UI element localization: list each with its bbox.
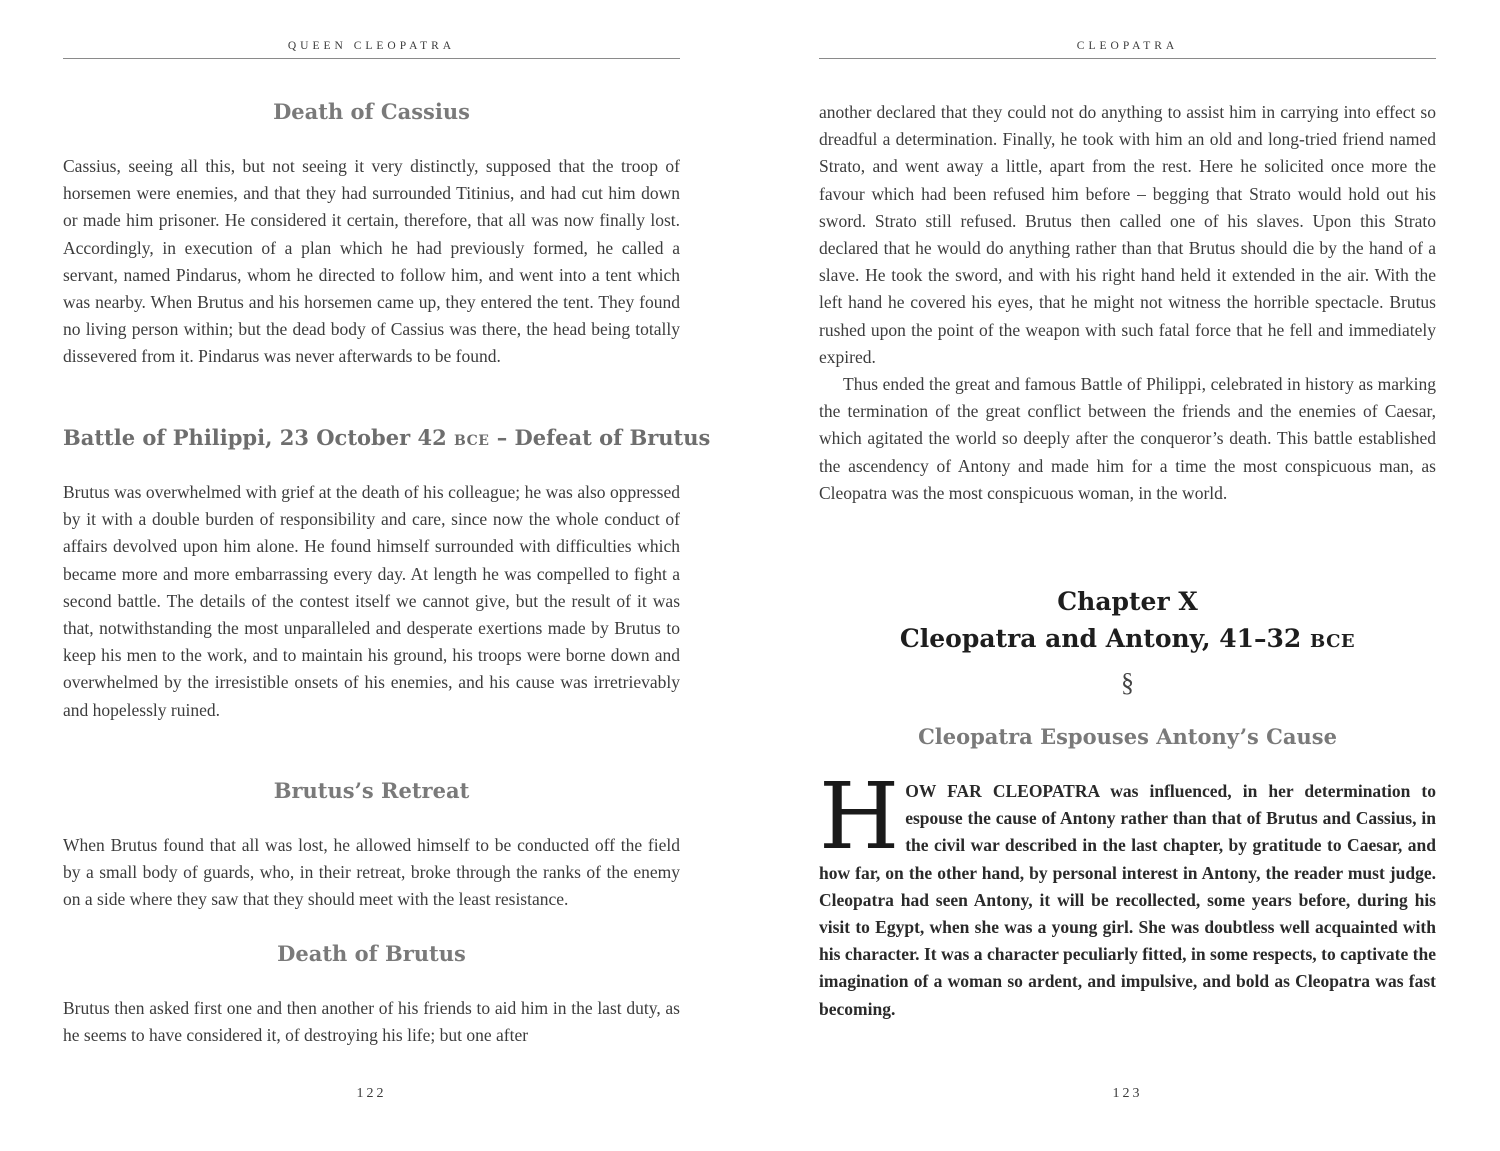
heading-text: Battle of Philippi, 23 October 42 [63,425,454,450]
header-rule [63,58,680,59]
running-head: CLEOPATRA [1076,40,1179,52]
paragraph: Thus ended the great and famous Battle of Philippi, celebrated in history as marking the termination of the great conflict between the friends and the enemies of Caesar, which agitated the world so deeply after the conqueror’s death. This battle established the ascendency of Antony and made him for a time the most conspicuous man, as Cleopatra was the most conspicuous woman, in the world. [819,374,1436,503]
chapter-title [819,620,1436,660]
left-page [63,0,711,1151]
continued-text [819,99,1436,507]
running-head: QUEEN CLEOPATRA [287,40,456,52]
paragraph: Brutus then asked first one and then another of his friends to aid him in the last duty, as he seems to have considered it, of destroying his life; but one after [63,998,680,1046]
section-body-battle-of-philippi [63,479,680,724]
drop-cap: H [819,763,900,870]
header-rule [819,58,1436,59]
page-number: 122 [356,1086,387,1101]
paragraph: Cassius, seeing all this, but not seeing it very distinctly, supposed that the troop of horsemen were enemies, and that they had surrounded Titinius, and had cut him down or made him prisoner. He considered it certain, therefore, that all was now finally lost. Accordingly, in execution of a plan which he had previously formed, he called a servant, named Pindarus, whom he directed to follow him, and went into a tent which was nearby. When Brutus and his horsemen came up, they entered the tent. They found no living person within; but the dead body of Cassius was there, the head being totally dissevered from it. Pindarus was never afterwards to be found. [63,156,680,367]
heading-tail: – Defeat of Brutus [489,425,711,450]
bce-label: BCE [1310,631,1356,652]
section-heading-battle-of-philippi [63,425,711,450]
opening-paragraph [819,763,1436,1023]
opening-text: OW FAR CLEOPATRA was influenced, in her determination to espouse the cause of Antony rather than that of Brutus and Cassius, in the civil war described in the last chapter, by gratitude to Caesar, and how far, on the other hand, by personal interest in Antony, the reader must judge. Cleopatra had seen Antony, it will be recollected, some years before, during his visit to Egypt, when she was a young girl. She was doubtless well acquainted with his character. It was a character peculiarly fitted, in some respects, to captivate the imagination of a woman so ardent, and impulsive, and bold as Cleopatra was fast becoming. [819,781,1436,1019]
section-heading-death-of-brutus: Death of Brutus [277,941,466,966]
bce-label: BCE [454,433,490,449]
right-page [819,0,1436,1151]
section-body-death-of-brutus [63,995,680,1049]
paragraph: another declared that they could not do anything to assist him in carrying into effect so dreadful a determination. Finally, he took with him an old and long-tried friend named Strato, and went away a little, apart from the rest. Here he solicited once more the favour which had been refused him before – begging that Strato would hold out his sword. Strato still refused. Brutus then called one of his slaves. Upon this Strato declared that he would do anything rather than that Brutus should die by the hand of a slave. He took the sword, and with his right hand held it extended in the air. With the left hand he covered his eyes, that he might not witness the horrible spectacle. Brutus rushed upon the point of the weapon with such fatal force that he fell and immediately expired. [819,102,1436,367]
paragraph: Brutus was overwhelmed with grief at the death of his colleague; he was also oppressed by it with a double burden of responsibility and care, since now the whole conduct of affairs devolved upon him alone. He found himself surrounded with difficulties which became more and more embarrassing every day. At length he was compelled to fight a second battle. The details of the contest itself we cannot give, but the result of it was that, notwithstanding the most unparalleled and desperate exertions made by Brutus to keep his men to the work, and to maintain his ground, his troops were borne down and overwhelmed by the irresistible onsets of his enemies, and his cause was irretrievably and hopelessly ruined. [63,482,680,720]
section-body-brutus-retreat [63,832,680,914]
ornament-icon: § [1121,668,1134,697]
chapter-opening [819,763,1436,1023]
paragraph: When Brutus found that all was lost, he allowed himself to be conducted off the field by a small body of guards, who, in their retreat, broke through the ranks of the enemy on a side where they saw that they should meet with the least resistance. [63,835,680,910]
section-heading-death-of-cassius: Death of Cassius [273,99,470,124]
page-number: 123 [1112,1086,1143,1101]
chapter-title-text: Cleopatra and Antony, 41–32 [899,624,1311,653]
chapter-number: Chapter X [1057,587,1198,616]
section-body-death-of-cassius [63,153,680,371]
section-heading-cleopatra-espouses: Cleopatra Espouses Antony’s Cause [918,724,1337,749]
section-heading-brutus-retreat: Brutus’s Retreat [273,778,470,803]
